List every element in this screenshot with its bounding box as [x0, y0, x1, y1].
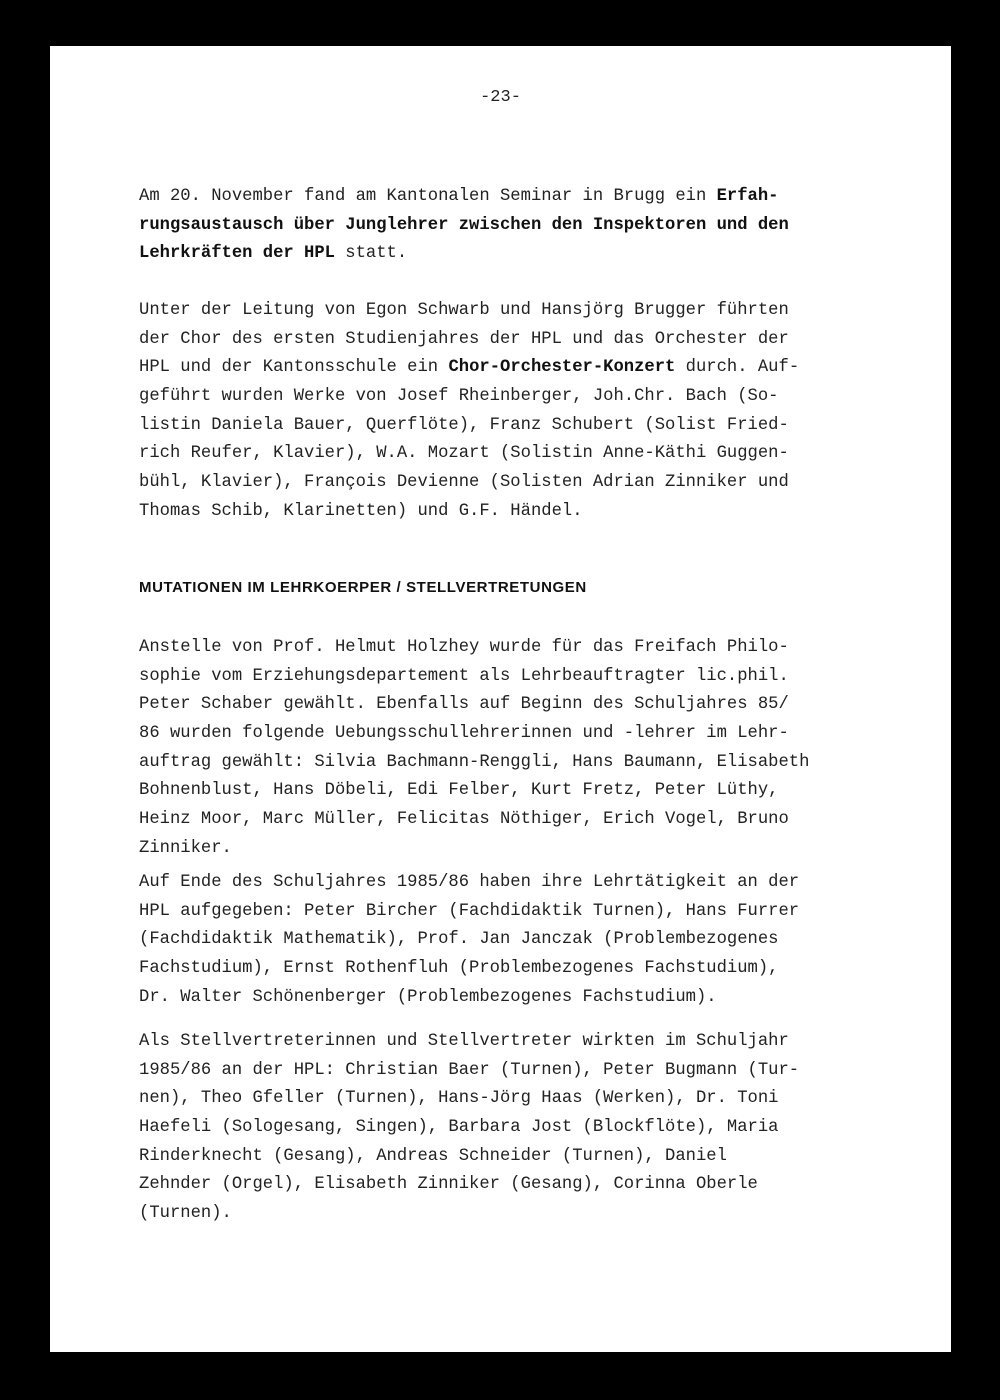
text-line: HPL aufgegeben: Peter Bircher (Fachdidaktik Turnen), Hans Furrer: [139, 901, 800, 921]
text-line: rungsaustausch über Junglehrer zwischen den Inspektoren und den: [139, 215, 789, 235]
text-line: der Chor des ersten Studienjahres der HPL und das Orchester der: [139, 329, 789, 349]
text-line: Lehrkräften der HPL statt.: [139, 244, 408, 264]
text-line: Dr. Walter Schönenberger (Problembezogenes Fachstudium).: [139, 987, 717, 1007]
text-line: nen), Theo Gfeller (Turnen), Hans-Jörg Haas (Werken), Dr. Toni: [139, 1089, 779, 1109]
text-line: Rinderknecht (Gesang), Andreas Schneider (Turnen), Daniel: [139, 1146, 727, 1166]
text-line: Unter der Leitung von Egon Schwarb und Hansjörg Brugger führten: [139, 301, 789, 320]
text-line: 1985/86 an der HPL: Christian Baer (Turnen), Peter Bugmann (Tur-: [139, 1060, 800, 1080]
text-line: Peter Schaber gewählt. Ebenfalls auf Beginn des Schuljahres 85/: [139, 695, 789, 715]
text-line: geführt wurden Werke von Josef Rheinberger, Joh.Chr. Bach (So-: [139, 387, 779, 407]
text-line: Heinz Moor, Marc Müller, Felicitas Nöthiger, Erich Vogel, Bruno: [139, 810, 789, 830]
text-line: auftrag gewählt: Silvia Bachmann-Renggli, Hans Baumann, Elisabeth: [139, 752, 810, 772]
paragraph-anstellung: [139, 634, 879, 864]
text-line: Anstelle von Prof. Helmut Holzhey wurde für das Freifach Philo-: [139, 638, 789, 657]
section-heading: MUTATIONEN IM LEHRKOERPER / STELLVERTRETUNGEN: [139, 579, 587, 596]
text-line: HPL und der Kantonsschule ein Chor-Orchester-Konzert durch. Auf-: [139, 358, 800, 378]
text-line: (Turnen).: [139, 1204, 232, 1224]
text-line: Als Stellvertreterinnen und Stellvertreter wirkten im Schuljahr: [139, 1032, 789, 1051]
text-line: Zehnder (Orgel), Elisabeth Zinniker (Gesang), Corinna Oberle: [139, 1175, 758, 1195]
text-line: Bohnenblust, Hans Döbeli, Edi Felber, Kurt Fretz, Peter Lüthy,: [139, 781, 779, 801]
text-line: Haefeli (Sologesang, Singen), Barbara Jost (Blockflöte), Maria: [139, 1118, 779, 1138]
paragraph-konzert: [139, 297, 879, 527]
text-line: Am 20. November fand am Kantonalen Seminar in Brugg ein Erfah-: [139, 187, 779, 206]
text-line: sophie vom Erziehungsdepartement als Lehrbeauftragter lic.phil.: [139, 666, 789, 686]
paragraph-stellvertretungen: [139, 1028, 879, 1229]
document-page: [50, 46, 951, 1352]
text-line: Thomas Schib, Klarinetten) und G.F. Händel.: [139, 501, 583, 521]
page-number: -23-: [480, 88, 521, 107]
text-line: Auf Ende des Schuljahres 1985/86 haben ihre Lehrtätigkeit an der: [139, 873, 800, 892]
text-line: listin Daniela Bauer, Querflöte), Franz Schubert (Solist Fried-: [139, 415, 789, 435]
text-line: 86 wurden folgende Uebungsschullehrerinnen und -lehrer im Lehr-: [139, 724, 789, 744]
paragraph-erfahrungsaustausch: [139, 183, 879, 269]
text-line: bühl, Klavier), François Devienne (Solisten Adrian Zinniker und: [139, 473, 789, 493]
text-line: Zinniker.: [139, 838, 232, 858]
text-line: rich Reufer, Klavier), W.A. Mozart (Solistin Anne-Käthi Guggen-: [139, 444, 789, 464]
text-line: (Fachdidaktik Mathematik), Prof. Jan Janczak (Problembezogenes: [139, 930, 779, 950]
text-line: Fachstudium), Ernst Rothenfluh (Problembezogenes Fachstudium),: [139, 959, 779, 979]
paragraph-rueckritte: [139, 869, 879, 1012]
